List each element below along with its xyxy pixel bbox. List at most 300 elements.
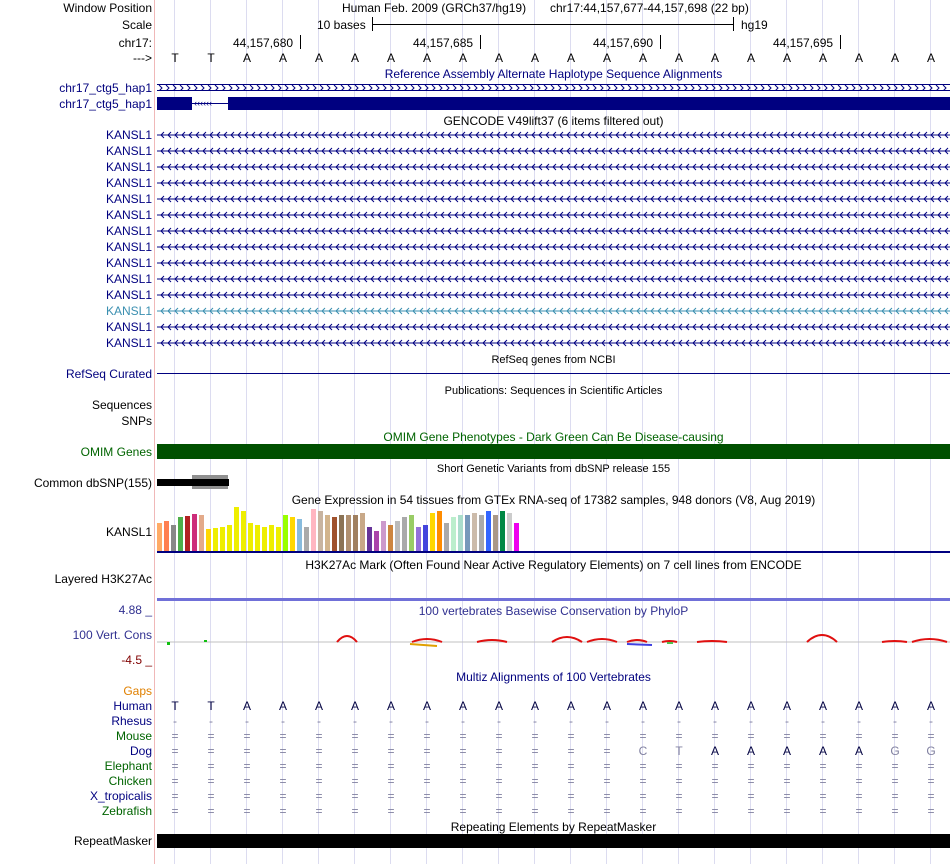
scale-bar [373, 24, 733, 25]
alignment-base: = [387, 744, 395, 758]
alignment-base: = [855, 759, 863, 773]
phylop-min: -4.5 _ [121, 653, 152, 667]
gencode-transcript[interactable] [157, 227, 950, 235]
gtex-tissue-bar[interactable] [178, 517, 183, 551]
base-letter: A [566, 51, 575, 65]
alignment-base: = [279, 789, 287, 803]
gtex-label[interactable]: KANSL1 [105, 525, 152, 539]
gtex-tissue-bar[interactable] [332, 517, 337, 551]
alignment-base: - [353, 714, 357, 728]
coord-label: 44,157,680 [233, 36, 294, 50]
alignment-base: A [602, 699, 611, 713]
alignment-base: - [929, 714, 933, 728]
gencode-gene-label[interactable]: KANSL1 [105, 208, 152, 222]
gencode-transcript[interactable] [157, 243, 950, 251]
alignment-base: = [495, 804, 503, 818]
scale-label: Scale [121, 18, 152, 32]
coord-tick [300, 35, 301, 49]
h3k27ac-title[interactable]: H3K27Ac Mark (Often Found Near Active Regulatory Elements) on 7 cell lines from ENCODE [305, 558, 802, 572]
alignment-base: - [497, 714, 501, 728]
gencode-transcript[interactable] [157, 291, 950, 299]
alignment-base: = [855, 729, 863, 743]
alignment-base: A [782, 699, 791, 713]
alt-haplotype-title[interactable]: Reference Assembly Alternate Haplotype Sequence Alignments [384, 67, 723, 81]
alignment-base: = [495, 789, 503, 803]
gtex-tissue-bar[interactable] [507, 513, 512, 551]
alignment-base: G [926, 744, 936, 758]
alignment-base: = [783, 789, 791, 803]
alignment-base: = [531, 744, 539, 758]
alignment-base: - [893, 714, 897, 728]
gtex-tissue-bar[interactable] [409, 515, 414, 551]
alignment-base: = [387, 774, 395, 788]
chrom-label: chr17: [118, 36, 152, 50]
repeatmasker-title[interactable]: Repeating Elements by RepeatMasker [450, 820, 657, 834]
alignment-base: = [567, 804, 575, 818]
gtex-tissue-bar[interactable] [206, 529, 211, 551]
alignment-base: = [747, 759, 755, 773]
repeatmasker-feature[interactable] [157, 834, 950, 848]
gtex-tissue-bar[interactable] [437, 511, 442, 551]
gencode-transcript[interactable] [157, 211, 950, 219]
multiz-species-label[interactable]: Mouse [115, 729, 152, 743]
alignment-base: = [675, 759, 683, 773]
alignment-base: = [387, 729, 395, 743]
alignment-base: = [639, 729, 647, 743]
multiz-species-label[interactable]: Human [113, 699, 152, 713]
base-letter: A [926, 51, 935, 65]
alignment-base: = [783, 759, 791, 773]
alignment-base: = [927, 804, 935, 818]
multiz-species-label[interactable]: X_tropicalis [89, 789, 152, 803]
alignment-base: = [387, 759, 395, 773]
position-readout: chr17:44,157,677-44,157,698 (22 bp) [550, 1, 749, 15]
alignment-base: = [207, 744, 215, 758]
alignment-base: = [315, 744, 323, 758]
gtex-tissue-bar[interactable] [402, 517, 407, 551]
coord-label: 44,157,690 [593, 36, 654, 50]
gencode-transcript[interactable] [157, 339, 950, 347]
gtex-tissue-bar[interactable] [395, 521, 400, 551]
coord-tick [480, 35, 481, 49]
phylop-title[interactable]: 100 vertebrates Basewise Conservation by PhyloP [418, 604, 689, 618]
gtex-tissue-bar[interactable] [248, 523, 253, 551]
base-letter: A [890, 51, 899, 65]
gtex-tissue-bar[interactable] [500, 511, 505, 551]
gencode-transcript[interactable] [157, 179, 950, 187]
gtex-tissue-bar[interactable] [374, 531, 379, 551]
base-letter: A [746, 51, 755, 65]
gencode-gene-label[interactable]: KANSL1 [105, 256, 152, 270]
alignment-base: A [710, 744, 719, 758]
alignment-base: = [675, 774, 683, 788]
multiz-species-label[interactable]: Zebrafish [101, 804, 152, 818]
gtex-tissue-bar[interactable] [472, 513, 477, 551]
alignment-base: - [785, 714, 789, 728]
gtex-tissue-bar[interactable] [465, 515, 470, 551]
alignment-base: = [171, 759, 179, 773]
gtex-tissue-bar[interactable] [164, 521, 169, 551]
alignment-base: = [423, 744, 431, 758]
alignment-base: - [389, 714, 393, 728]
alignment-base: A [530, 699, 539, 713]
gtex-tissue-bar[interactable] [311, 509, 316, 551]
alignment-base: = [639, 759, 647, 773]
gencode-gene-label[interactable]: KANSL1 [105, 304, 152, 318]
alignment-base: = [891, 774, 899, 788]
alignment-base: = [531, 729, 539, 743]
alignment-base: = [675, 729, 683, 743]
alignment-base: = [423, 729, 431, 743]
gencode-transcript[interactable] [157, 307, 950, 315]
base-letter: A [350, 51, 359, 65]
alignment-base: = [855, 789, 863, 803]
alignment-base: = [747, 774, 755, 788]
gtex-tissue-bar[interactable] [444, 523, 449, 551]
alignment-base: = [459, 774, 467, 788]
gencode-gene-label[interactable]: KANSL1 [105, 144, 152, 158]
h3k27ac-signal[interactable] [157, 598, 950, 601]
alignment-base: A [854, 744, 863, 758]
base-letter: A [242, 51, 251, 65]
base-letter: A [386, 51, 395, 65]
gencode-transcript[interactable] [157, 275, 950, 283]
gtex-tissue-bar[interactable] [451, 517, 456, 551]
gtex-tissue-bar[interactable] [325, 515, 330, 551]
alignment-base: = [567, 744, 575, 758]
alignment-base: = [423, 759, 431, 773]
alignment-base: = [351, 804, 359, 818]
alignment-base: = [531, 774, 539, 788]
alignment-base: = [459, 804, 467, 818]
alignment-base: = [711, 789, 719, 803]
alignment-base: A [926, 699, 935, 713]
gtex-tissue-bar[interactable] [360, 513, 365, 551]
gtex-tissue-bar[interactable] [430, 513, 435, 551]
alignment-base: - [677, 714, 681, 728]
alignment-base: = [171, 804, 179, 818]
alignment-base: = [279, 744, 287, 758]
multiz-gaps-label[interactable]: Gaps [123, 684, 152, 698]
alignment-base: = [567, 774, 575, 788]
gencode-gene-label[interactable]: KANSL1 [105, 160, 152, 174]
gencode-gene-label[interactable]: KANSL1 [105, 288, 152, 302]
alignment-base: = [351, 744, 359, 758]
gtex-tissue-bar[interactable] [157, 523, 162, 551]
alignment-base: = [603, 744, 611, 758]
gtex-tissue-bar[interactable] [514, 523, 519, 551]
gtex-tissue-bar[interactable] [304, 527, 309, 551]
alignment-base: = [495, 759, 503, 773]
alignment-base: - [857, 714, 861, 728]
multiz-species-label[interactable]: Rhesus [111, 714, 152, 728]
coord-label: 44,157,695 [773, 36, 834, 50]
gencode-gene-label[interactable]: KANSL1 [105, 176, 152, 190]
alignment-base: A [782, 744, 791, 758]
alignment-base: = [495, 744, 503, 758]
alignment-base: A [854, 699, 863, 713]
gtex-title[interactable]: Gene Expression in 54 tissues from GTEx RNA-seq of 17382 samples, 948 donors (V8, Aug 2019) [291, 493, 816, 507]
gtex-tissue-bar[interactable] [276, 527, 281, 551]
alignment-base: = [603, 729, 611, 743]
alignment-base: = [459, 789, 467, 803]
alignment-base: = [279, 804, 287, 818]
gtex-tissue-bar[interactable] [381, 521, 386, 551]
alignment-base: = [567, 789, 575, 803]
multiz-species-label[interactable]: Chicken [108, 774, 152, 788]
alignment-base: - [173, 714, 177, 728]
alignment-base: - [209, 714, 213, 728]
alignment-base: = [459, 729, 467, 743]
gtex-tissue-bar[interactable] [423, 525, 428, 551]
alignment-base: = [171, 774, 179, 788]
gencode-gene-label[interactable]: KANSL1 [105, 192, 152, 206]
refseq-label[interactable]: RefSeq Curated [65, 367, 152, 381]
gtex-tissue-bar[interactable] [339, 515, 344, 551]
alignment-base: - [245, 714, 249, 728]
base-letter: A [278, 51, 287, 65]
alignment-base: T [675, 744, 683, 758]
gtex-tissue-bar[interactable] [213, 528, 218, 551]
gencode-gene-label[interactable]: KANSL1 [105, 320, 152, 334]
phylop-max: 4.88 _ [118, 603, 152, 617]
alignment-base: A [386, 699, 395, 713]
alignment-base: A [746, 744, 755, 758]
alignment-base: = [891, 759, 899, 773]
h3k27ac-label[interactable]: Layered H3K27Ac [54, 572, 152, 586]
alignment-base: G [890, 744, 900, 758]
gtex-tissue-bar[interactable] [185, 516, 190, 551]
alignment-base: = [315, 729, 323, 743]
alignment-base: = [891, 729, 899, 743]
alignment-base: = [747, 789, 755, 803]
alignment-base: = [171, 744, 179, 758]
alignment-base: = [243, 759, 251, 773]
alignment-base: = [603, 774, 611, 788]
gtex-tissue-bar[interactable] [290, 517, 295, 551]
publications-sequences-label[interactable]: Sequences [91, 398, 152, 412]
gtex-baseline [157, 551, 950, 553]
coord-label: 44,157,685 [413, 36, 474, 50]
alignment-base: A [422, 699, 431, 713]
alignment-base: = [567, 729, 575, 743]
base-letter: A [674, 51, 683, 65]
alignment-base: A [350, 699, 359, 713]
alignment-base: = [783, 729, 791, 743]
alt-haplotype-label[interactable]: chr17_ctg5_hap1 [59, 81, 152, 95]
alignment-base: = [315, 774, 323, 788]
alignment-base: = [459, 759, 467, 773]
base-letter: T [207, 51, 215, 65]
alignment-base: A [458, 699, 467, 713]
gtex-tissue-bar[interactable] [283, 515, 288, 551]
dbsnp-label[interactable]: Common dbSNP(155) [33, 476, 152, 490]
gtex-tissue-bar[interactable] [171, 525, 176, 551]
gencode-gene-label[interactable]: KANSL1 [105, 240, 152, 254]
alignment-base: A [278, 699, 287, 713]
gtex-tissue-bar[interactable] [346, 515, 351, 551]
alignment-base: = [279, 774, 287, 788]
alignment-base: - [461, 714, 465, 728]
phylop-label[interactable]: 100 Vert. Cons [72, 628, 152, 642]
scale-bar-right [733, 17, 734, 31]
gtex-tissue-bar[interactable] [262, 527, 267, 551]
alignment-base: = [243, 744, 251, 758]
window-position-label: Window Position [63, 1, 152, 15]
coord-tick [660, 35, 661, 49]
gtex-tissue-bar[interactable] [234, 507, 239, 551]
alignment-base: = [567, 759, 575, 773]
alignment-base: = [927, 789, 935, 803]
gtex-tissue-bar[interactable] [367, 527, 372, 551]
gtex-tissue-bar[interactable] [388, 525, 393, 551]
base-letter: T [171, 51, 179, 65]
alignment-base: A [674, 699, 683, 713]
gtex-tissue-bar[interactable] [318, 511, 323, 551]
coord-tick [840, 35, 841, 49]
gencode-transcript[interactable] [157, 131, 950, 139]
alignment-base: = [747, 804, 755, 818]
gtex-tissue-bar[interactable] [486, 511, 491, 551]
gtex-tissue-bar[interactable] [416, 527, 421, 551]
gencode-gene-label[interactable]: KANSL1 [105, 128, 152, 142]
base-letter: A [530, 51, 539, 65]
base-letter: A [818, 51, 827, 65]
alt-haplotype-block[interactable] [157, 97, 192, 110]
alignment-base: = [531, 789, 539, 803]
gtex-tissue-bar[interactable] [297, 519, 302, 551]
gencode-transcript[interactable] [157, 147, 950, 155]
multiz-title[interactable]: Multiz Alignments of 100 Vertebrates [456, 670, 651, 684]
gtex-tissue-bar[interactable] [220, 527, 225, 551]
base-letter: A [602, 51, 611, 65]
alignment-base: = [495, 774, 503, 788]
alignment-base: A [638, 699, 647, 713]
alignment-base: = [243, 774, 251, 788]
alt-haplotype-chevrons [157, 84, 950, 91]
base-letter: A [782, 51, 791, 65]
alignment-base: = [783, 804, 791, 818]
gtex-tissue-bar[interactable] [192, 514, 197, 551]
gencode-transcript[interactable] [157, 195, 950, 203]
gtex-tissue-bar[interactable] [255, 525, 260, 551]
gtex-tissue-bar[interactable] [353, 515, 358, 551]
alignment-base: = [351, 759, 359, 773]
alt-haplotype-label[interactable]: chr17_ctg5_hap1 [59, 97, 152, 111]
alignment-base: - [281, 714, 285, 728]
alignment-base: = [783, 774, 791, 788]
refseq-feature[interactable] [157, 373, 950, 374]
gtex-tissue-bar[interactable] [458, 515, 463, 551]
gencode-gene-label[interactable]: KANSL1 [105, 224, 152, 238]
alignment-base: = [531, 759, 539, 773]
alignment-base: = [387, 804, 395, 818]
alignment-base: = [279, 759, 287, 773]
gtex-tissue-bar[interactable] [199, 515, 204, 551]
base-letter: A [854, 51, 863, 65]
alignment-base: = [819, 789, 827, 803]
alt-haplotype-block[interactable] [228, 97, 950, 110]
alignment-base: A [314, 699, 323, 713]
alignment-base: = [711, 729, 719, 743]
alignment-base: = [315, 804, 323, 818]
publications-title[interactable]: Publications: Sequences in Scientific Articles [444, 385, 663, 397]
alignment-base: = [243, 729, 251, 743]
gtex-tissue-bar[interactable] [227, 525, 232, 551]
alignment-base: = [279, 729, 287, 743]
alignment-base: = [675, 789, 683, 803]
publications-snps-label[interactable]: SNPs [121, 414, 152, 428]
alignment-base: = [927, 774, 935, 788]
alignment-base: A [242, 699, 251, 713]
alt-haplotype-feature[interactable] [157, 84, 950, 91]
alignment-base: = [207, 774, 215, 788]
refseq-title[interactable]: RefSeq genes from NCBI [491, 354, 616, 366]
gencode-transcript[interactable] [157, 323, 950, 331]
gencode-gene-label[interactable]: KANSL1 [105, 272, 152, 286]
gtex-tissue-bar[interactable] [241, 511, 246, 551]
base-letter: A [458, 51, 467, 65]
repeatmasker-label[interactable]: RepeatMasker [73, 834, 152, 848]
gtex-tissue-bar[interactable] [269, 525, 274, 551]
multiz-species-label[interactable]: Elephant [104, 759, 152, 773]
gtex-tissue-bar[interactable] [493, 515, 498, 551]
alignment-base: = [603, 789, 611, 803]
alignment-base: - [641, 714, 645, 728]
alignment-base: = [855, 804, 863, 818]
alignment-base: = [531, 804, 539, 818]
alignment-base: = [819, 759, 827, 773]
base-letter: A [638, 51, 647, 65]
alignment-base: = [207, 804, 215, 818]
alignment-base: C [638, 744, 648, 758]
alignment-base: = [423, 789, 431, 803]
gtex-tissue-bar[interactable] [479, 515, 484, 551]
alignment-base: - [533, 714, 537, 728]
gencode-gene-label[interactable]: KANSL1 [105, 336, 152, 350]
alignment-base: = [171, 729, 179, 743]
alignment-base: = [927, 759, 935, 773]
alignment-base: = [207, 789, 215, 803]
scale-text: 10 bases [317, 18, 366, 32]
phylop-graph[interactable] [157, 630, 950, 654]
scale-db: hg19 [741, 18, 768, 32]
gencode-transcript[interactable] [157, 163, 950, 171]
gencode-transcript[interactable] [157, 259, 950, 267]
multiz-species-label[interactable]: Dog [129, 744, 152, 758]
alignment-base: - [425, 714, 429, 728]
base-letter: A [314, 51, 323, 65]
alignment-base: = [675, 804, 683, 818]
dbsnp-title[interactable]: Short Genetic Variants from dbSNP release 155 [436, 463, 671, 475]
gencode-title[interactable]: GENCODE V49lift37 (6 items filtered out) [443, 114, 664, 128]
gtex-bar-chart[interactable] [157, 507, 537, 551]
alignment-base: = [423, 774, 431, 788]
alignment-base: = [819, 804, 827, 818]
alignment-base: = [603, 804, 611, 818]
alignment-base: = [207, 759, 215, 773]
dbsnp-variant[interactable] [157, 479, 229, 486]
alignment-base: = [423, 804, 431, 818]
alignment-base: A [818, 699, 827, 713]
omim-title[interactable]: OMIM Gene Phenotypes - Dark Green Can Be Disease-causing [383, 430, 724, 444]
alignment-base: - [605, 714, 609, 728]
alignment-base: = [459, 744, 467, 758]
alignment-base: = [351, 729, 359, 743]
omim-feature[interactable] [157, 444, 950, 459]
base-letter: A [422, 51, 431, 65]
omim-label[interactable]: OMIM Genes [80, 445, 152, 459]
